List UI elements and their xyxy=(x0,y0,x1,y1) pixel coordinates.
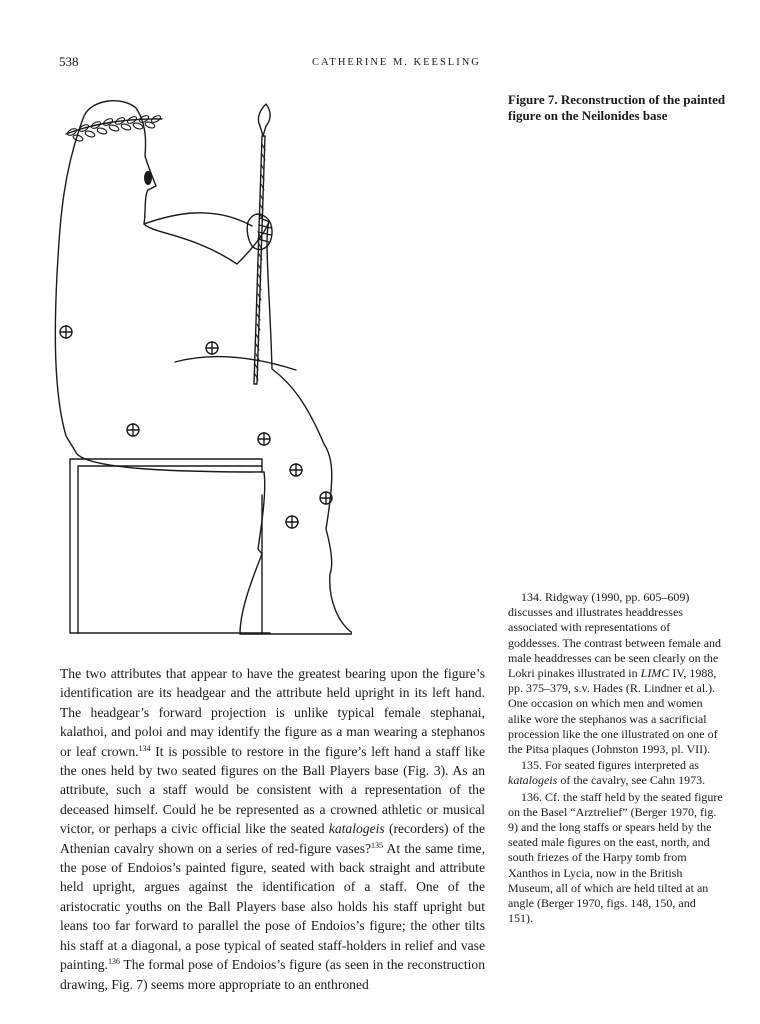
figure-outline xyxy=(55,101,352,634)
footnotes xyxy=(508,590,723,927)
footnote-ref-136[interactable]: 136 xyxy=(107,957,120,967)
footnote-ref-134[interactable]: 134 xyxy=(138,743,151,753)
footnote-135: 135. For seated figures interpreted as katalogeis of the cavalry, see Cahn 1973. xyxy=(508,758,706,788)
body-paragraph: The two attributes that appear to have the greatest bearing upon the figure’s identification are its headgear and the attribute held upright in its left hand. The headgear’s forward projection is unlike typical female stephanai, kalathoi, and poloi and may identify the figure as a man wearing a stephanos or leaf crown.$^{134}$ It is possible to restore in the figure’s left hand a staff like the ones held by two seated figures on the Ball Players base (Fig. 3). As an attribute, such a staff would be consistent with a representation of the deceased himself. Could he be represented as a crowned athletic or musical victor, or perhaps a civic official like the seated katalogeis (recorders) of the Athenian cavalry shown on a series of red-figure vases?$^{135}$ At the same time, the pose of Endoios’s painted figure, seated with back straight and attribute held upright, argues against the identification of a staff. One of the aristocratic youths on the Ball Players base also holds his staff upright but leans too far forward to parallel the pose of Endoios’s figure; the other tilts his staff at a diagonal, a pose typical of seated staff-holders in relief and vase painting.$^{136}$ The formal pose of Endoios’s figure (as seen in the reconstruction drawing, Fig. 7) seems more appropriate to an enthroned xyxy=(60,666,485,992)
figure-7-drawing xyxy=(52,94,352,639)
running-head: CATHERINE M. KEESLING xyxy=(312,57,481,68)
footnote-136: 136. Cf. the staff held by the seated figure on the Basel “Arztrelief” (Berger 1970, fig. 9) and the long staffs or spears held by the seated male figures on the east, north, and south friezes of the Harpy tomb from Xanthos in Lycia, now in the British Museum, all of which are held tilted at an angle (Berger 1970, figs. 148, 150, and 151). xyxy=(508,789,723,926)
thigh-line xyxy=(175,356,296,370)
page-number: 538 xyxy=(59,54,79,69)
staff xyxy=(254,136,265,384)
throne-inner xyxy=(78,466,262,633)
rosettes xyxy=(60,326,332,528)
figure-caption: Figure 7. Reconstruction of the painted figure on the Neilonides base xyxy=(508,92,726,123)
throne-outline xyxy=(70,459,270,633)
footnote-134: 134. Ridgway (1990, pp. 605–609) discusses and illustrates headdresses associated with representations of goddesses. The contrast between female and male headdresses can be seen clearly on the Lokri pinakes illustrated in LIMC IV, 1988, pp. 375–379, s.v. Hades (R. Lindner et al.). One occasion on which men and women alike wore the stephanos was a sacrificial procession like the one illustrated on one of the Pitsa plaques (Johnston 1993, pl. VII). xyxy=(508,590,722,757)
footnote-ref-135[interactable]: 135 xyxy=(371,840,384,850)
arm-line xyxy=(144,213,252,226)
staff-finial xyxy=(258,104,270,136)
